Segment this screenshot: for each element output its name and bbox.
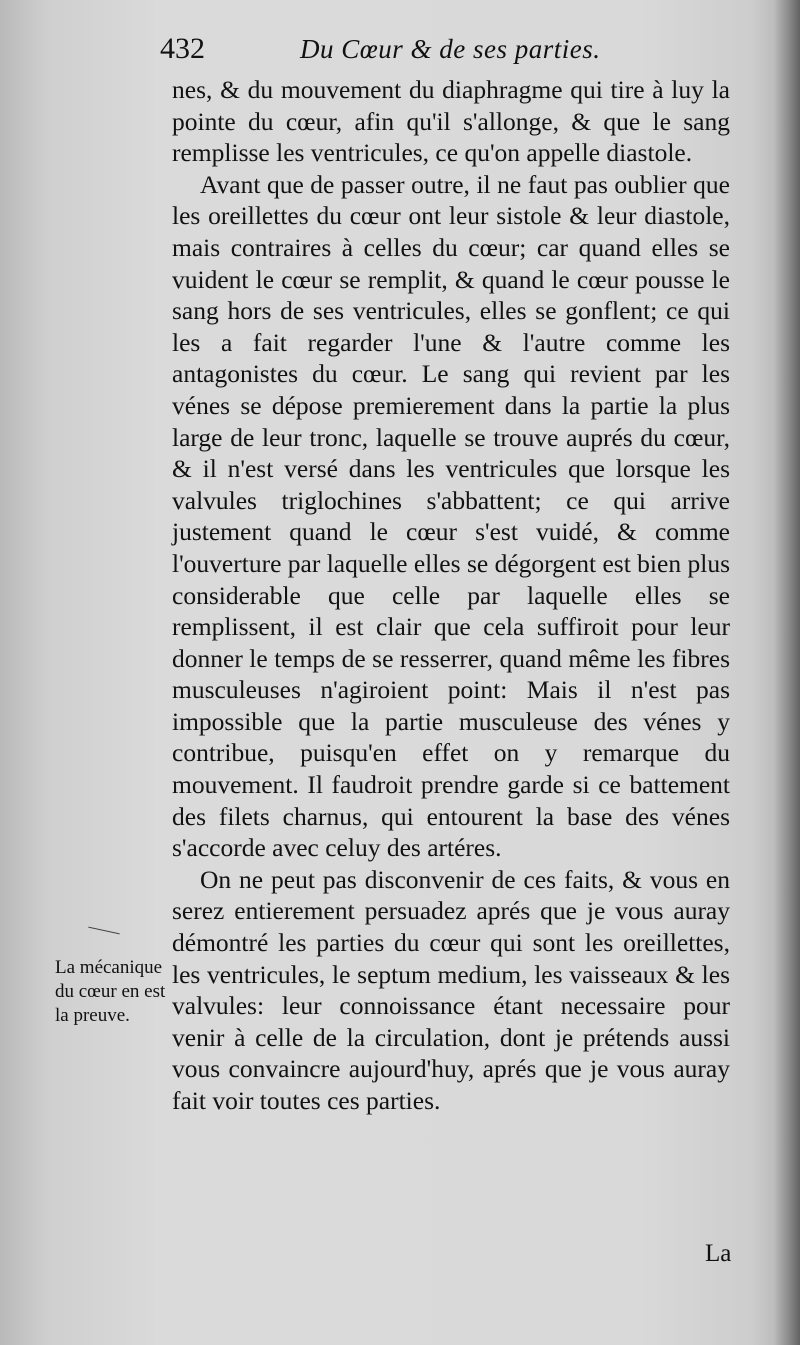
page-gutter-shadow: [774, 0, 800, 1345]
margin-note: La mécanique du cœur en est la preuve.: [55, 957, 166, 1026]
running-title: Du Cœur & de ses parties.: [300, 34, 601, 64]
page-header: [160, 30, 640, 74]
page-number: 432: [160, 32, 205, 65]
main-text: [172, 74, 730, 1117]
margin-stroke: [88, 927, 120, 935]
paragraph: Avant que de passer outre, il ne faut pas oublier que les oreillettes du cœur ont leur sistole & leur diastole, mais contraires à celles du cœur; car quand elles se vuident le cœur se remplit, & quand le cœur pousse le sang hors de ses ventricules, elles se gonflent; ce qui les a fait regarder l'une & l'autre comme les antagonistes du cœur. Le sang qui revient par les vénes se dépose premierement dans la partie la plus large de leur tronc, laquelle se trouve auprés du cœur, & il n'est versé dans les ventricules que lorsque les valvules triglochines s'abbattent; ce qui arrive justement quand le cœur s'est vuidé, & comme l'ouverture par laquelle elles se dégorgent est bien plus considerable que celle par laquelle elles se remplissent, il est clair que cela suffiroit pour leur donner le temps de se resserrer, quand même les fibres musculeuses n'agiroient point: Mais il n'est pas impossible que la partie musculeuse des vénes y contribue, puisqu'en effet on y remarque du mouvement. Il faudroit prendre garde si ce battement des filets charnus, qui entourent la base des vénes s'accorde avec celuy des artéres.: [172, 169, 730, 863]
paragraph: On ne peut pas disconvenir de ces faits, & vous en serez entierement persuadez aprés que je vous auray démontré les parties du cœur qui sont les oreillettes, les ventricules, le septum medium, les vaisseaux & les valvules: leur connoissance étant necessaire pour venir à celle de la circulation, dont je prétends aussi vous convaincre aujourd'huy, aprés que je vous auray fait voir toutes ces parties.: [172, 864, 730, 1115]
paragraph: nes, & du mouvement du diaphragme qui tire à luy la pointe du cœur, afin qu'il s'allonge, & que le sang remplisse les ventricules, ce qu'on appelle diastole.: [172, 75, 730, 168]
catchword: La: [705, 1240, 732, 1267]
